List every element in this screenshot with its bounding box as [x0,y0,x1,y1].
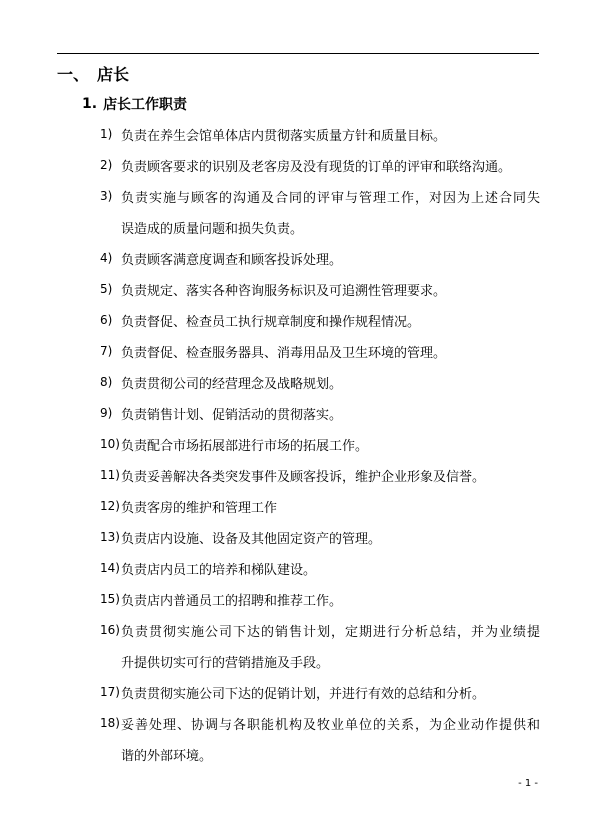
duty-number: 2) [100,158,113,172]
duty-number: 6) [100,313,113,327]
duty-text: 谐的外部环境。 [121,748,213,764]
duty-number: 8) [100,375,113,389]
duty-number: 16) [100,623,120,637]
duty-text: 负责客房的维护和管理工作 [121,500,278,516]
duty-text: 负责店内员工的培养和梯队建设。 [121,562,317,578]
duty-item [100,620,540,640]
duty-item [100,589,540,609]
duty-text: 负责督促、检查服务器具、消毒用品及卫生环境的管理。 [121,345,447,361]
duty-item [100,713,540,733]
duty-item [100,496,540,516]
duty-number: 15) [100,592,120,606]
duty-number: 18) [100,716,120,730]
duty-item-continuation [121,651,540,671]
section-number: 一、 [57,64,90,84]
subsection-title: 店长工作职责 [103,97,188,113]
duty-text: 误造成的质量问题和损失负责。 [121,221,304,237]
duty-item [100,248,540,268]
duty-number: 5) [100,282,113,296]
subsection-number: 1. [82,96,98,112]
duty-text: 负责实施与顾客的沟通及合同的评审与管理工作，对因为上述合同失 [121,190,540,206]
duty-number: 12) [100,499,120,513]
duty-item [100,682,540,702]
duty-text: 负责贯彻公司的经营理念及战略规划。 [121,376,343,392]
duty-item [100,434,540,454]
duty-number: 10) [100,437,120,451]
duty-text: 负责配合市场拓展部进行市场的拓展工作。 [121,438,369,454]
duty-item [100,372,540,392]
page-number: - 1 - [518,778,538,789]
duty-number: 4) [100,251,113,265]
duty-item [100,155,540,175]
duty-text: 升提供切实可行的营销措施及手段。 [121,655,330,671]
duty-text: 负责在养生会馆单体店内贯彻落实质量方针和质量目标。 [121,128,447,144]
duty-text: 负责顾客要求的识别及老客房及没有现货的订单的评审和联络沟通。 [121,159,512,175]
duty-item-continuation [121,217,540,237]
duty-item [100,279,540,299]
duty-item [100,124,540,144]
duty-text: 负责督促、检查员工执行规章制度和操作规程情况。 [121,314,421,330]
duty-number: 11) [100,468,120,482]
duty-text: 负责顾客满意度调查和顾客投诉处理。 [121,252,343,268]
duty-text: 负责店内普通员工的招聘和推荐工作。 [121,593,343,609]
duty-item [100,186,540,206]
duty-text: 负责销售计划、促销活动的贯彻落实。 [121,407,343,423]
duty-item [100,558,540,578]
duty-item [100,527,540,547]
duty-number: 13) [100,530,120,544]
duty-text: 负责店内设施、设备及其他固定资产的管理。 [121,531,382,547]
section-title: 店长 [97,64,130,84]
duty-number: 7) [100,344,113,358]
duty-text: 负责规定、落实各种咨询服务标识及可追溯性管理要求。 [121,283,447,299]
duty-text: 负责贯彻实施公司下达的销售计划，定期进行分析总结，并为业绩提 [121,624,540,640]
duty-number: 17) [100,685,120,699]
duty-number: 3) [100,189,113,203]
duty-item-continuation [121,744,540,764]
duty-text: 负责妥善解决各类突发事件及顾客投诉，维护企业形象及信誉。 [121,469,486,485]
duty-number: 1) [100,127,113,141]
duty-item [100,310,540,330]
duty-number: 14) [100,561,120,575]
duty-item [100,403,540,423]
duty-number: 9) [100,406,113,420]
duty-item [100,341,540,361]
duty-item [100,465,540,485]
duty-text: 妥善处理、协调与各职能机构及牧业单位的关系，为企业动作提供和 [121,717,540,733]
duty-text: 负责贯彻实施公司下达的促销计划，并进行有效的总结和分析。 [121,686,486,702]
